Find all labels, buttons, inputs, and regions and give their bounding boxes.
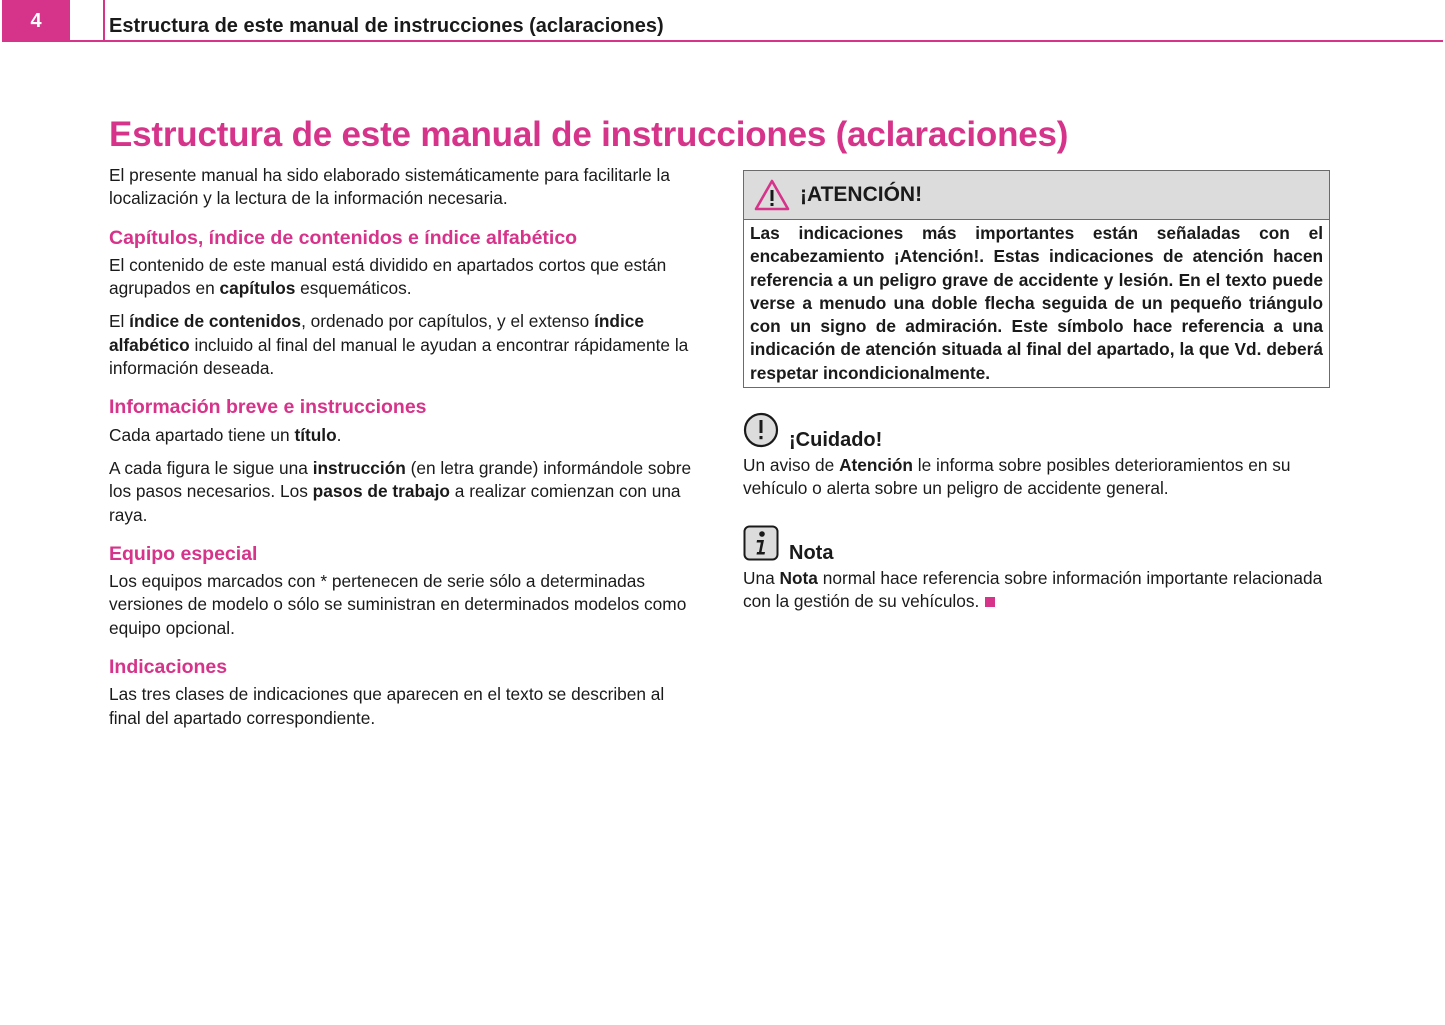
info-paragraph-1: Cada apartado tiene un título. xyxy=(109,424,342,445)
exclamation-circle-icon xyxy=(743,412,779,448)
warning-title: ¡ATENCIÓN! xyxy=(800,183,923,207)
caution-header xyxy=(743,412,1333,452)
left-column xyxy=(109,164,699,740)
note-block xyxy=(743,525,1333,614)
note-header xyxy=(743,525,1333,564)
chapters-paragraph-1: El contenido de este manual está dividido en apartados cortos que están agrupados en capítulos esquemáticos. xyxy=(109,254,667,299)
section-heading-equipment: Equipo especial xyxy=(109,542,258,565)
info-icon xyxy=(743,525,779,561)
caution-text: Un aviso de Atención le informa sobre posibles deterioramientos en su vehículo o alerta sobre un peligro de accidente general. xyxy=(743,455,1291,499)
right-column xyxy=(743,170,1333,613)
page-number: 4 xyxy=(2,0,70,42)
indications-paragraph: Las tres clases de indicaciones que aparecen en el texto se describen al final del apartado correspondiente. xyxy=(109,684,665,728)
header-divider xyxy=(103,0,105,41)
page-title: Estructura de este manual de instrucciones (aclaraciones) xyxy=(109,115,1069,154)
equipment-paragraph: Los equipos marcados con * pertenecen de serie sólo a determinadas versiones de modelo o sólo se suministran en determinados modelos como equipo opcional. xyxy=(109,571,687,638)
warning-triangle-icon xyxy=(754,178,790,212)
running-header-title: Estructura de este manual de instrucciones (aclaraciones) xyxy=(109,15,664,37)
section-heading-info: Información breve e instrucciones xyxy=(109,396,427,419)
section-heading-chapters: Capítulos, índice de contenidos e índice alfabético xyxy=(109,226,578,249)
note-title: Nota xyxy=(789,541,834,564)
header-rule xyxy=(70,40,1443,42)
note-text: Una Nota normal hace referencia sobre información importante relacionada con la gestión de su vehículos. xyxy=(743,567,1323,611)
warning-box xyxy=(743,170,1330,388)
warning-text: Las indicaciones más importantes están señaladas con el encabezamiento ¡Atención!. Estas indicaciones de atención hacen referencia a un peligro grave de accidente y lesión. En el texto puede verse a menudo una doble flecha seguida de un pequeño triángulo con un signo de admiración. Este símbolo hace referencia a una indicación de atención situada al final del apartado, la que Vd. deberá respetar incondicionalmente. xyxy=(750,223,1323,383)
info-paragraph-2: A cada figura le sigue una instrucción (en letra grande) informándole sobre los pasos necesarios. Los pasos de trabajo a realizar comienzan con una raya. xyxy=(109,457,692,525)
section-heading-indications: Indicaciones xyxy=(109,656,228,679)
chapters-paragraph-2: El índice de contenidos, ordenado por capítulos, y el extenso índice alfabético incluido al final del manual le ayudan a encontrar rápidamente la información deseada. xyxy=(109,311,689,379)
intro-paragraph: El presente manual ha sido elaborado sistemáticamente para facilitarle la localización y la lectura de la información necesaria. xyxy=(109,165,670,209)
caution-block xyxy=(743,412,1333,501)
caution-title: ¡Cuidado! xyxy=(789,429,883,452)
warning-header xyxy=(744,171,1329,220)
section-end-mark xyxy=(985,597,995,607)
